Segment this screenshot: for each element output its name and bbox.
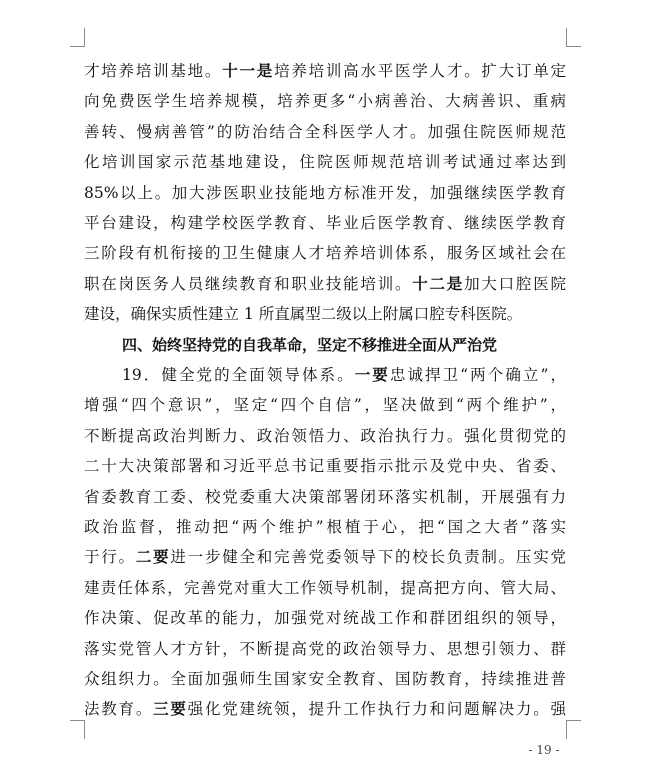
- text-run: 19．健全党的全面领导体系。: [122, 366, 355, 384]
- text-line: [84, 451, 566, 481]
- text-run: 培养培训高水平医学人才。扩大订单定: [274, 62, 566, 80]
- crop-mark-top-left: [70, 28, 85, 47]
- page-number: - 19 -: [528, 743, 560, 757]
- text-run: 平台建设，构建学校医学教育、毕业后医学教育、继续医学教育: [84, 214, 566, 232]
- text-run: 作决策、促改革的能力，加强党对统战工作和群团组织的领导，: [84, 609, 566, 628]
- text-run: 善转、慢病善管”的防治结合全科医学人才。加强住院医师规范: [84, 122, 566, 141]
- crop-mark-bottom-right: [566, 720, 581, 739]
- bold-run: 三要: [153, 699, 188, 719]
- bold-run: 十一是: [222, 61, 275, 80]
- text-run: 向免费医学生培养规模，培养更多“小病善治、大病善识、重病: [84, 92, 566, 111]
- text-run: 增强“四个意识”，坚定“四个自信”，坚决做到“两个维护”，: [84, 396, 566, 415]
- crop-mark-bottom-left: [70, 720, 85, 739]
- bold-run: 一要: [354, 365, 390, 384]
- text-run: 不断提高政治判断力、政治领悟力、政治执行力。强化贯彻党的: [84, 426, 566, 445]
- text-line: [84, 238, 566, 268]
- text-run: 政治监督，推动把“两个维护”根植于心，把“国之大者”落实: [84, 518, 566, 536]
- section-heading: [84, 330, 566, 360]
- text-line: [84, 694, 566, 724]
- text-run: 三阶段有机衔接的卫生健康人才培养培训体系，服务区域社会在: [84, 244, 566, 263]
- bold-run: 二要: [135, 547, 171, 567]
- text-run: 二十大决策部署和习近平总书记重要指示批示及党中央、省委、: [84, 457, 566, 476]
- text-line: [84, 634, 566, 664]
- text-line: [84, 360, 566, 390]
- text-run: 职在岗医务人员继续教育和职业技能培训。: [84, 274, 413, 293]
- text-run: 于行。: [84, 548, 136, 567]
- text-line: [84, 86, 566, 116]
- text-line: [84, 542, 566, 572]
- text-run: 85%以上。加大涉医职业技能地方标准开发，加强继续医学教育: [84, 183, 566, 202]
- text-line: [84, 573, 566, 603]
- text-run: 省委教育工委、校党委重大决策部署闭环落实机制，开展强有力: [84, 487, 566, 506]
- text-line: [84, 147, 566, 177]
- text-line: [84, 117, 566, 147]
- text-line: [84, 482, 566, 512]
- text-line: [84, 299, 566, 329]
- text-run: 四、始终坚持党的自我革命，坚定不移推进全面从严治党: [122, 335, 498, 354]
- text-run: 落实党管人才方针，不断提高党的政治领导力、思想引领力、群: [84, 639, 566, 658]
- text-run: 建设，确保实质性建立 1 所直属型二级以上附属口腔专科医院。: [84, 305, 523, 324]
- bold-run: 十二是: [412, 273, 465, 293]
- text-line: [84, 178, 566, 208]
- text-run: 才培养培训基地。: [84, 62, 223, 80]
- text-run: 强化党建统领，提升工作执行力和问题解决力。强: [187, 700, 566, 719]
- text-line: [84, 603, 566, 633]
- text-line: [84, 390, 566, 420]
- crop-mark-top-right: [566, 28, 581, 47]
- text-run: 众组织力。全面加强师生国家安全教育、国防教育，持续推进普: [84, 670, 566, 688]
- text-line: [84, 208, 566, 238]
- text-line: [84, 664, 566, 694]
- text-line: [84, 269, 566, 299]
- text-run: 进一步健全和完善党委领导下的校长负责制。压实党: [170, 548, 566, 567]
- text-line: [84, 421, 566, 451]
- text-line: [84, 56, 566, 86]
- text-run: 化培训国家示范基地建设，住院医师规范培训考试通过率达到: [84, 153, 566, 172]
- text-run: 加大口腔医院: [464, 274, 566, 293]
- text-run: 建责任体系，完善党对重大工作领导机制，提高把方向、管大局、: [84, 578, 566, 597]
- text-run: 忠诚捍卫“两个确立”，: [389, 366, 566, 384]
- text-run: 法教育。: [84, 700, 154, 719]
- text-line: [84, 512, 566, 542]
